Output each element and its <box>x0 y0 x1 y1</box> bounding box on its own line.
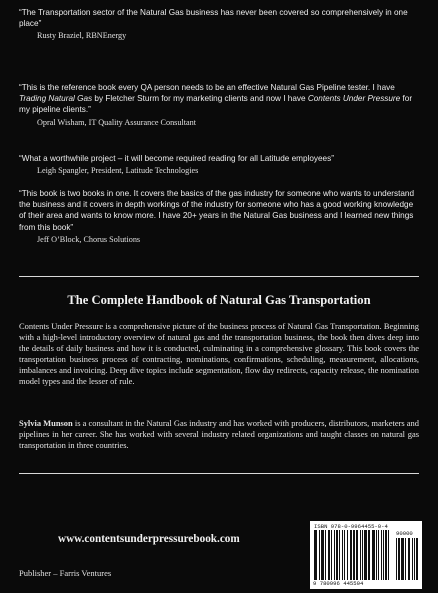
barcode-bar <box>314 530 317 580</box>
isbn-barcode <box>310 521 422 589</box>
divider <box>19 276 419 277</box>
testimonial-text: “This is the reference book every QA person needs to be an effective Natural Gas Pipeline tester. I have Trading Natural Gas by Fletcher Sturm for my marketing clients and now I have Contents Under Pressure for my pipeline clients.” <box>19 83 413 115</box>
testimonial-text: “The Transportation sector of the Natural Gas business has never been covered so comprehensively in one place” <box>19 8 408 29</box>
divider <box>19 473 419 474</box>
barcode-digits: 9 780996 445504 <box>313 580 364 587</box>
barcode-bar <box>401 538 404 580</box>
barcode-bar <box>336 530 338 580</box>
barcode-bar <box>339 530 340 580</box>
testimonial-2 <box>19 82 421 128</box>
barcode-bar <box>383 530 384 580</box>
barcode-bar <box>398 538 400 580</box>
price-code: 90000 <box>396 530 413 537</box>
barcode-bar <box>378 530 379 580</box>
barcode-bar <box>321 530 324 580</box>
author-bio-text: is a consultant in the Natural Gas industry and has worked with producers, distributors, marketers and pipelines in her career. She has worked with several industry related organizations and taught classes on natural gas transportation in three countries. <box>19 418 419 450</box>
book-title: The Complete Handbook of Natural Gas Transportation <box>67 293 371 307</box>
barcode-bar <box>362 530 363 580</box>
barcode-bar <box>385 530 387 580</box>
website-link[interactable]: www.contentsunderpressurebook.com <box>58 533 240 545</box>
testimonial-1 <box>19 7 421 41</box>
author-bio <box>19 418 419 451</box>
testimonial-attribution: Jeff O’Block, Chorus Solutions <box>37 234 141 244</box>
isbn-number: ISBN 978-0-9964455-0-4 <box>314 523 388 530</box>
testimonial-attribution: Rusty Braziel, RBNEnergy <box>37 31 127 41</box>
barcode-bar <box>331 530 332 580</box>
barcode-bar <box>342 530 343 580</box>
barcode-bar <box>319 530 320 580</box>
barcode-bar <box>368 530 370 580</box>
barcode-bar <box>414 538 415 580</box>
price-barcode-bars <box>396 538 418 580</box>
barcode-bar <box>412 538 413 580</box>
barcode-bar <box>328 530 330 580</box>
publisher: Publisher – Farris Ventures <box>19 568 112 578</box>
barcode-bar <box>360 530 361 580</box>
barcode-bar <box>396 538 397 580</box>
testimonial-attribution: Opral Wisham, IT Quality Assurance Consultant <box>37 117 196 127</box>
testimonial-text: “This book is two books in one. It covers the basics of the gas industry for someone who wants to understand the business and it covers in depth workings of the industry for someone who has a good working knowledge of their area and wants to know more. I have 20+ years in the Natural Gas business and I learned new things from this book” <box>19 189 415 232</box>
barcode-bar <box>381 530 382 580</box>
barcode-bar <box>388 530 389 580</box>
barcode-bar <box>353 530 355 580</box>
barcode-bar <box>405 538 406 580</box>
ean-barcode-bars <box>314 530 392 580</box>
author-name: Sylvia Munson <box>19 418 73 428</box>
book-description: Contents Under Pressure is a comprehensive picture of the business process of Natural Gas Transportation. Beginning with a high-level introductory overview of natural gas and the transportation business, the book then dives deep into the details of daily business and how it is conducted, culminating in a comprehensive glossary. This book covers the transportation business process of contracting, nominations, confirmations, scheduling, measurement, allocations, imbalances and invoicing. Deep dive topics include segmentation, flow day redirects, capacity release, the nomination model types and the lesser of rule. <box>19 321 419 386</box>
barcode-bar <box>344 530 345 580</box>
barcode-bar <box>416 538 418 580</box>
barcode-bar <box>408 538 410 580</box>
testimonial-4 <box>19 188 421 245</box>
testimonial-attribution: Leigh Spangler, President, Latitude Technologies <box>37 166 199 176</box>
barcode-bar <box>350 530 352 580</box>
barcode-bar <box>347 530 348 580</box>
barcode-bar <box>356 530 358 580</box>
barcode-bar <box>364 530 367 580</box>
book-title-italic: Contents Under Pressure <box>307 94 401 104</box>
book-title-italic: Trading Natural Gas <box>19 94 93 104</box>
barcode-bar <box>325 530 326 580</box>
barcode-bar <box>372 530 375 580</box>
barcode-bar <box>376 530 377 580</box>
testimonial-3 <box>19 153 421 176</box>
testimonial-text: “What a worthwhile project – it will become required reading for all Latitude employees” <box>19 154 334 163</box>
barcode-bar <box>334 530 335 580</box>
